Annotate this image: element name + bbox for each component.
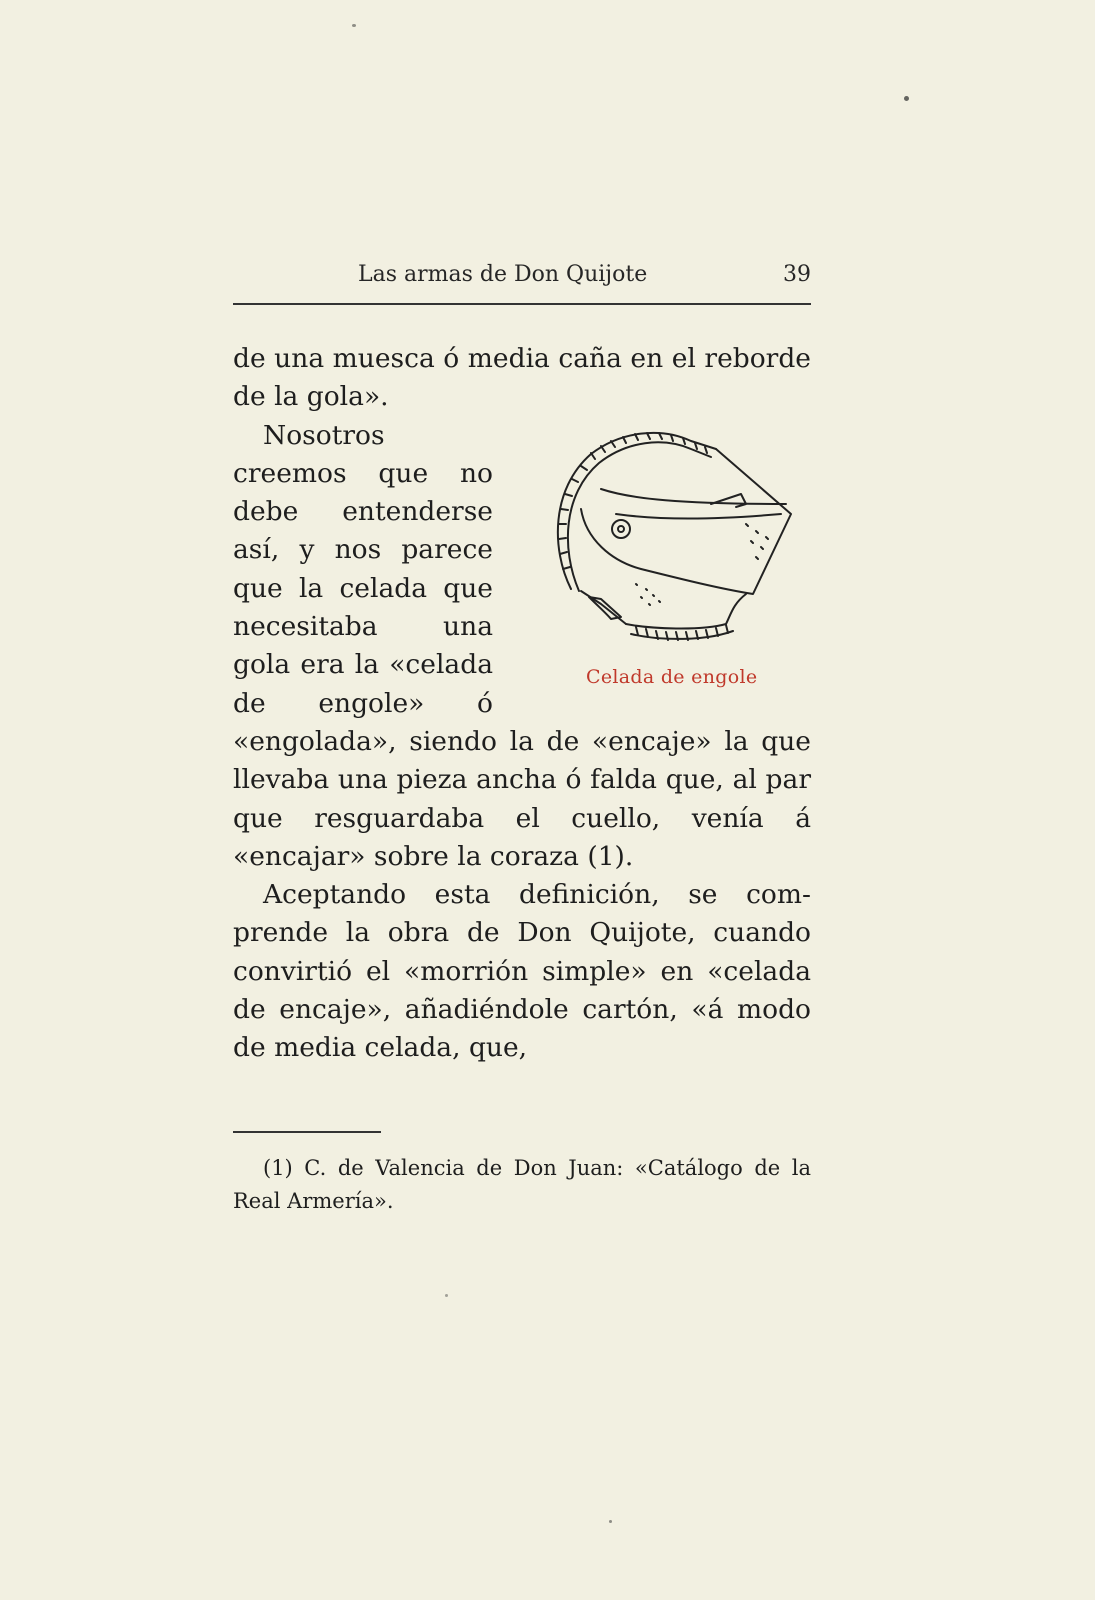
paragraph-3: Aceptando esta definición, se comprende la obra de Don Quijote, cuando convirtió el «morrión simple» en «celada de encaje», añadiéndole cartón, «á modo de media celada, que,	[233, 879, 811, 1064]
helmet-illustration-icon	[541, 419, 803, 651]
footnote-rule	[233, 1131, 381, 1133]
paper-speck	[352, 24, 356, 27]
main-text	[233, 340, 811, 1068]
paragraph-2-text: Nosotros creemos que no debe entenderse así, y nos parece que la celada que necesitaba una gola era la «celada de engole» ó «engolada», siendo la de «encaje» la que llevaba una pieza ancha ó falda que, al par que resguardaba el cuello, venía á «encajar» sobre la coraza (1).	[233, 419, 811, 872]
figure-caption: Celada de engole	[586, 665, 758, 688]
footnote	[233, 1152, 811, 1218]
helmet-figure	[511, 419, 811, 702]
running-head	[233, 262, 811, 298]
paper-speck	[609, 1520, 612, 1523]
paper-speck	[904, 96, 909, 101]
running-title: Las armas de Don Quijote	[358, 262, 648, 287]
paragraph-1: de una muesca ó media caña en el reborde de la gola».	[233, 343, 811, 413]
footnote-text: (1) C. de Valencia de Don Juan: «Catálogo de la Real Armería».	[233, 1156, 811, 1213]
header-rule	[233, 303, 811, 305]
paragraph-2	[233, 417, 811, 877]
page-number: 39	[783, 262, 811, 287]
paper-speck	[445, 1294, 448, 1297]
